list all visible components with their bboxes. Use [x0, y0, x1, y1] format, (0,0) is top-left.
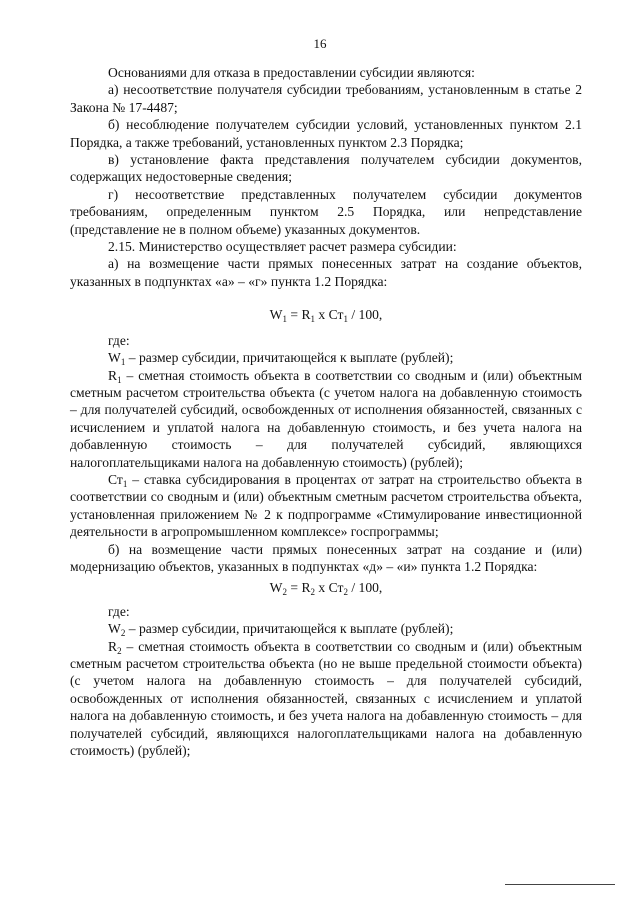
- definition-w1-text: – размер субсидии, причитающейся к выплате (рублей);: [125, 350, 454, 366]
- paragraph-item-b: б) несоблюдение получателем субсидии условий, установленных пунктом 2.1 Порядка, а также требований, установленных пунктом 2.3 Порядка;: [70, 117, 582, 150]
- definition-w2-text: – размер субсидии, причитающейся к выплате (рублей);: [125, 621, 454, 637]
- document-body: [70, 64, 582, 759]
- symbol-r2-sub: 2: [117, 645, 122, 656]
- formula-w2-w: W: [269, 580, 283, 596]
- paragraph-item-a: а) несоответствие получателя субсидии требованиям, установленным в статье 2 Закона № 17-4487;: [70, 82, 582, 115]
- symbol-st1: Ст: [108, 471, 123, 487]
- symbol-st1-sub: 1: [122, 478, 128, 489]
- paragraph-calc-b: б) на возмещение части прямых понесенных затрат на создание и (или) модернизацию объектов, указанных в подпунктах «д» – «и» пункта 1.2 Порядка:: [70, 541, 582, 574]
- formula-w1-x: x: [315, 307, 329, 323]
- symbol-r1-sub: 1: [117, 374, 122, 385]
- formula-w1-eq: =: [286, 307, 302, 323]
- formula-w2-eq: =: [286, 580, 302, 596]
- formula-w1-w: W: [269, 307, 283, 323]
- symbol-w2: W: [108, 621, 121, 637]
- definition-st1: [70, 471, 582, 541]
- formula-w1-r: R: [301, 307, 311, 323]
- formula-w1-r-sub: 1: [310, 314, 316, 325]
- definition-r2: [70, 638, 582, 760]
- formula-w1-tail: / 100,: [347, 307, 383, 323]
- formula-w1: [70, 306, 582, 323]
- formula-w2-st: Ст: [328, 580, 344, 596]
- symbol-w1: W: [108, 350, 121, 366]
- definition-st1-text: – ставка субсидирования в процентах от затрат на строительство объекта в соответствии со сводным и (или) объектным сметным расчетом строительства объекта, установленная приложением № 2 к подпрограмме «Стимулирование инвестиционной деятельности в агропромышленном комплексе» госпрограммы;: [70, 471, 582, 540]
- definition-w1: [70, 349, 582, 366]
- symbol-r2: R: [108, 638, 118, 654]
- paragraph-calc-a: а) на возмещение части прямых понесенных затрат на создание объектов, указанных в подпунктах «а» – «г» пункта 1.2 Порядка:: [70, 256, 582, 289]
- footer-rule: [505, 884, 615, 885]
- where-label-2: где:: [108, 603, 130, 619]
- formula-w2-r: R: [301, 580, 311, 596]
- formula-w2-x: x: [315, 580, 329, 596]
- formula-w2-w-sub: 2: [282, 587, 287, 598]
- definition-w2: [70, 620, 582, 637]
- formula-w1-st-sub: 1: [343, 314, 348, 325]
- definition-r1-text: – сметная стоимость объекта в соответствии со сводным и (или) объектным сметным расчетом строительства объекта (с учетом налога на добавленную стоимость – для получателей субсидий, освобожденных от исполнения обязанностей, связанных с исчислением и уплатой налога на добавленную стоимость, и без учета налога на добавленную стоимость – для получателей субсидий, являющихся налогоплательщиками налога на добавленную стоимость) (рублей);: [70, 367, 582, 470]
- formula-w1-w-sub: 1: [282, 314, 287, 325]
- where-label-1: где:: [108, 332, 130, 348]
- symbol-r1: R: [108, 367, 118, 383]
- formula-w2-st-sub: 2: [343, 587, 348, 598]
- paragraph-item-v: в) установление факта представления получателем субсидии документов, содержащих недостоверные сведения;: [70, 152, 582, 185]
- definition-r2-text: – сметная стоимость объекта в соответствии со сводным и (или) объектным сметным расчетом строительства объекта (но не выше предельной стоимости объекта) (с учетом налога на добавленную стоимость – для получателей субсидий, освобожденных от исполнения обязанностей, связанных с исчислением и уплатой налога на добавленную стоимость, и без учета налога на добавленную стоимость – для получателей субсидий, являющихся налогоплательщиками налога на добавленную стоимость) (рублей);: [70, 638, 582, 759]
- paragraph-item-g: г) несоответствие представленных получателем субсидии документов требованиям, определенным пунктом 2.5 Порядка, или непредставление (представление не в полном объеме) указанных документов.: [70, 186, 582, 237]
- formula-w2: [70, 579, 582, 596]
- paragraph-2-15: 2.15. Министерство осуществляет расчет размера субсидии:: [108, 239, 457, 255]
- paragraph-refusal-grounds: Основаниями для отказа в предоставлении субсидии являются:: [108, 65, 475, 80]
- formula-w2-tail: / 100,: [347, 580, 383, 596]
- definition-r1: [70, 367, 582, 471]
- page-number: 16: [313, 36, 327, 51]
- symbol-w1-sub: 1: [120, 357, 126, 368]
- formula-w2-r-sub: 2: [310, 587, 316, 598]
- formula-w1-st: Ст: [328, 307, 344, 323]
- symbol-w2-sub: 2: [120, 628, 126, 639]
